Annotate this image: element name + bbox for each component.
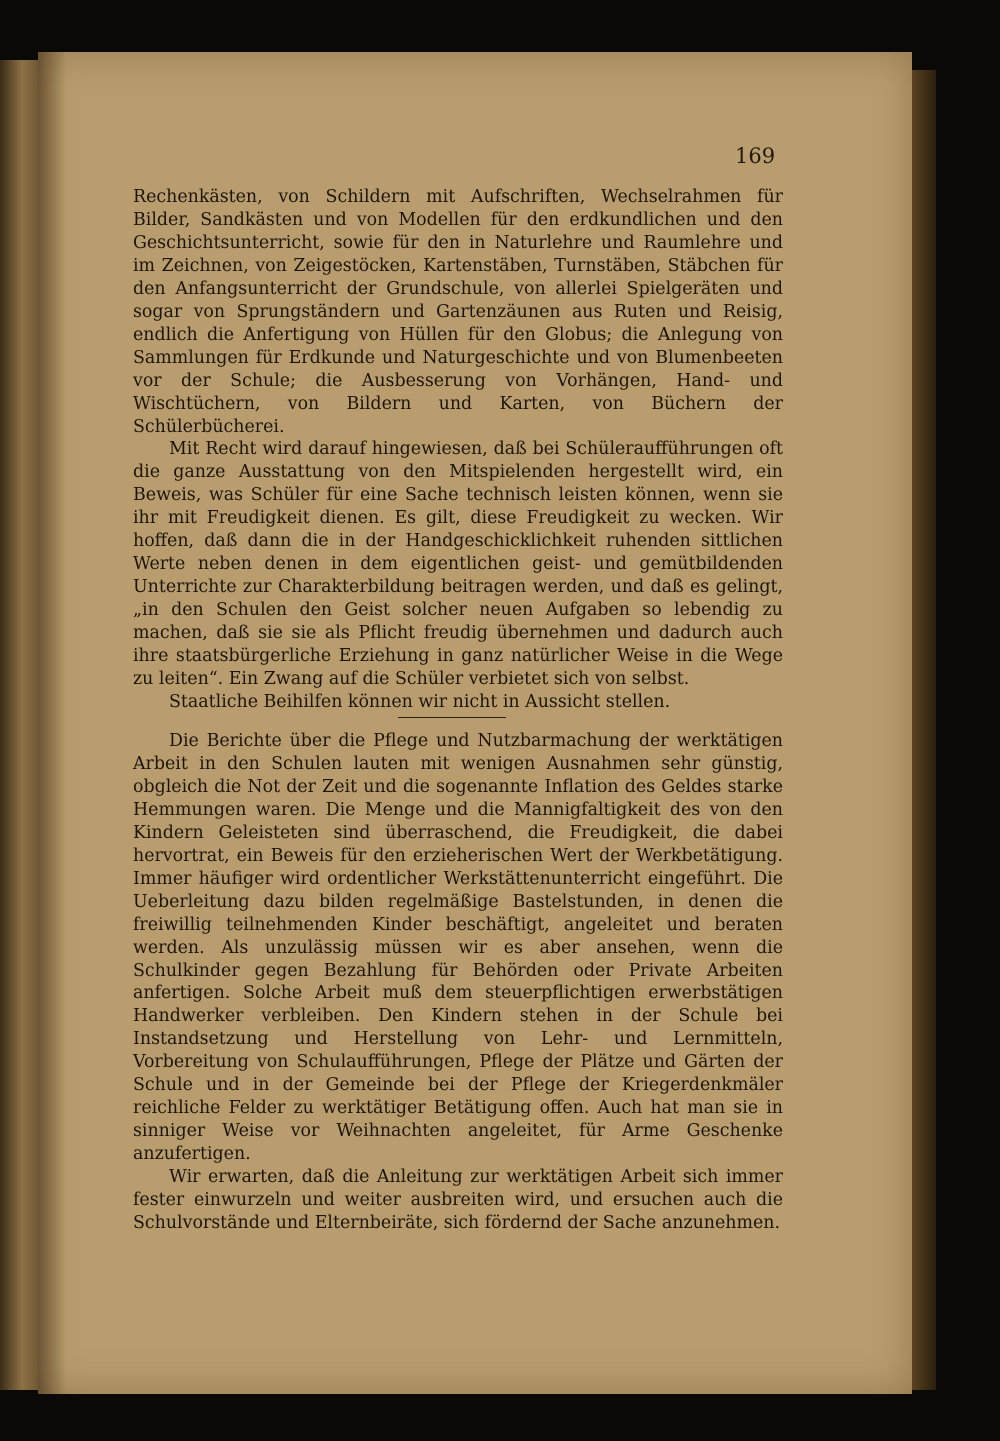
facing-page-edge	[0, 60, 40, 1390]
paragraph: Staatliche Beihilfen können wir nicht in Aussicht stellen.	[169, 691, 671, 712]
paragraph: Mit Recht wird darauf hingewiesen, daß bei Schüleraufführungen oft die ganze Ausstattung von den Mitspielenden hergestellt wird, ein Beweis, was Schüler für eine Sache technisch leisten können, wenn sie ihr mit Freudigkeit dienen. Es gilt, diese Freudigkeit zu wecken. Wir hoffen, daß dann die in der Handgeschicklichkeit ruhenden sittlichen Werte neben denen in dem eigentlichen geist- und gemütbildenden Unterrichte zur Charakterbildung beitragen werden, und daß es gelingt, „in den Schulen den Geist solcher neuen Aufgaben so lebendig zu machen, daß sie sie als Pflicht freudig übernehmen und dadurch auch ihre staatsbürgerliche Erziehung in ganz natürlicher Weise in die Wege zu leiten“. Ein Zwang auf die Schüler verbietet sich von selbst.	[133, 439, 783, 690]
page-edge-right	[912, 70, 936, 1390]
text-section-1	[133, 186, 783, 714]
text-section-2	[133, 730, 783, 1235]
book-gutter-shadow	[38, 52, 66, 1394]
page-number: 169	[735, 144, 776, 168]
paragraph: Die Berichte über die Pflege und Nutzbarmachung der werktätigen Arbeit in den Schulen lauten mit wenigen Ausnahmen sehr günstig, obgleich die Not der Zeit und die sogenannte Inflation des Geldes starke Hemmungen waren. Die Menge und die Mannigfaltigkeit des von den Kindern Geleisteten sind überraschend, die Freudigkeit, die dabei hervortrat, ein Beweis für den erzieherischen Wert der Werkbetätigung. Immer häufiger wird ordentlicher Werkstättenunterricht eingeführt. Die Ueberleitung dazu bilden regelmäßige Bastelstunden, in denen die freiwillig teilnehmenden Kinder beschäftigt, angeleitet und beraten werden. Als unzulässig müssen wir es aber ansehen, wenn die Schulkinder gegen Bezahlung für Behörden oder Private Arbeiten anfertigen. Solche Arbeit muß dem steuerpflichtigen erwerbstätigen Handwerker verbleiben. Den Kindern stehen in der Schule bei Instandsetzung und Herstellung von Lehr- und Lernmitteln, Vorbereitung von Schulaufführungen, Pflege der Plätze und Gärten der Schule und in der Gemeinde bei der Pflege der Kriegerdenkmäler reichliche Felder zu werktätiger Betätigung offen. Auch hat man sie in sinniger Weise vor Weihnachten angeleitet, für Arme Geschenke anzufertigen.	[133, 731, 783, 1165]
section-divider	[398, 717, 506, 718]
paragraph: Wir erwarten, daß die Anleitung zur werktätigen Arbeit sich immer fester einwurzeln und weiter ausbreiten wird, und ersuchen auch die Schulvorstände und Elternbeiräte, sich fördernd der Sache anzunehmen.	[133, 1167, 783, 1234]
paragraph: Rechenkästen, von Schildern mit Aufschriften, Wechselrahmen für Bilder, Sandkästen und von Modellen für den erdkundlichen und den Geschichtsunterricht, sowie für den in Naturlehre und Raumlehre und im Zeichnen, von Zeigestöcken, Kartenstäben, Turnstäben, Stäbchen für den Anfangsunterricht der Grundschule, von allerlei Spielgeräten und sogar von Sprungständern und Gartenzäunen aus Ruten und Reisig, endlich die Anfertigung von Hüllen für den Globus; die Anlegung von Sammlungen für Erdkunde und Naturgeschichte und von Blumenbeeten vor der Schule; die Ausbesserung von Vorhängen, Hand- und Wischtüchern, von Bildern und Karten, von Büchern der Schülerbücherei.	[133, 187, 783, 437]
